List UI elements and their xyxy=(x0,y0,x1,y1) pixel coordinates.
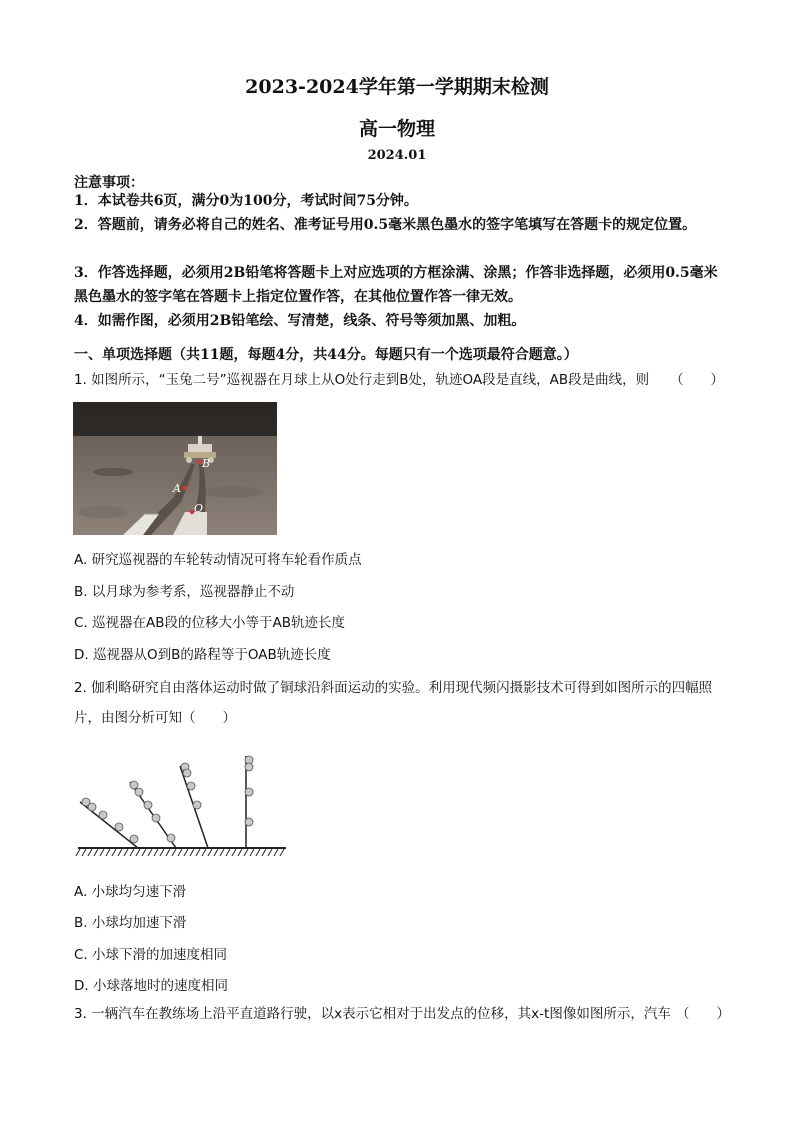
question-1-option-a: A. 研究巡视器的车轮转动情况可将车轮看作质点 xyxy=(74,552,362,568)
point-label-o: O xyxy=(194,502,204,515)
question-3-stem xyxy=(74,1002,674,1026)
note-item-3: 3．作答选择题，必须用2B铅笔将答题卡上对应选项的方框涂满、涂黑；作答非选择题，必须用0.5毫米黑色墨水的签字笔在答题卡上指定位置作答，在其他位置作答一律无效。 xyxy=(74,265,718,305)
question-1-stem xyxy=(74,368,726,392)
section-heading: 一、单项选择题（共11题，每题4分，共44分。每题只有一个选项最符合题意。） xyxy=(74,347,578,363)
point-label-a: A xyxy=(173,482,181,495)
exam-date: 2024.01 xyxy=(367,148,427,163)
incline-strobe-figure xyxy=(74,752,290,856)
question-2-option-a: A. 小球均匀速下滑 xyxy=(74,884,187,900)
question-1-option-b: B. 以月球为参考系，巡视器静止不动 xyxy=(74,584,295,600)
notes-heading: 注意事项： xyxy=(74,175,144,191)
question-1-text: 1. 如图所示，“玉兔二号”巡视器在月球上从O处行走到B处，轨迹OA段是直线，AB段是曲线，则 xyxy=(74,372,650,388)
exam-title: 2023-2024学年第一学期期末检测 xyxy=(245,76,549,98)
note-item-2: 2．答题前，请务必将自己的姓名、准考证号用0.5毫米黑色墨水的签字笔填写在答题卡的规定位置。 xyxy=(74,217,697,233)
note-item-1: 1．本试卷共6页，满分0为100分，考试时间75分钟。 xyxy=(74,193,418,209)
note-item-4: 4．如需作图，必须用2B铅笔绘、写清楚，线条、符号等须加黑、加粗。 xyxy=(74,313,526,329)
question-2-text: 2. 伽利略研究自由落体运动时做了铜球沿斜面运动的实验。利用现代频闪摄影技术可得到如图所示的四幅照片，由图分析可知 xyxy=(74,680,713,726)
question-2-option-b: B. 小球均加速下滑 xyxy=(74,915,187,931)
question-3-text: 3. 一辆汽车在教练场上沿平直道路行驶，以x表示它相对于出发点的位移，其x-t图像如图所示，汽车 xyxy=(74,1006,671,1022)
question-3-paren: （ ） xyxy=(676,1006,730,1022)
yutu-rover-photo xyxy=(73,402,277,535)
subject-title: 高一物理 xyxy=(358,118,435,140)
question-2-stem xyxy=(74,673,726,733)
question-1-paren: （ ） xyxy=(670,372,724,388)
question-2-option-c: C. 小球下滑的加速度相同 xyxy=(74,947,228,963)
question-2-option-d: D. 小球落地时的速度相同 xyxy=(74,978,228,994)
question-1-option-c: C. 巡视器在AB段的位移大小等于AB轨迹长度 xyxy=(74,615,346,631)
question-2-paren: （ ） xyxy=(182,710,236,726)
point-label-b: B xyxy=(202,457,211,470)
question-1-option-d: D. 巡视器从O到B的路程等于OAB轨迹长度 xyxy=(74,647,331,663)
